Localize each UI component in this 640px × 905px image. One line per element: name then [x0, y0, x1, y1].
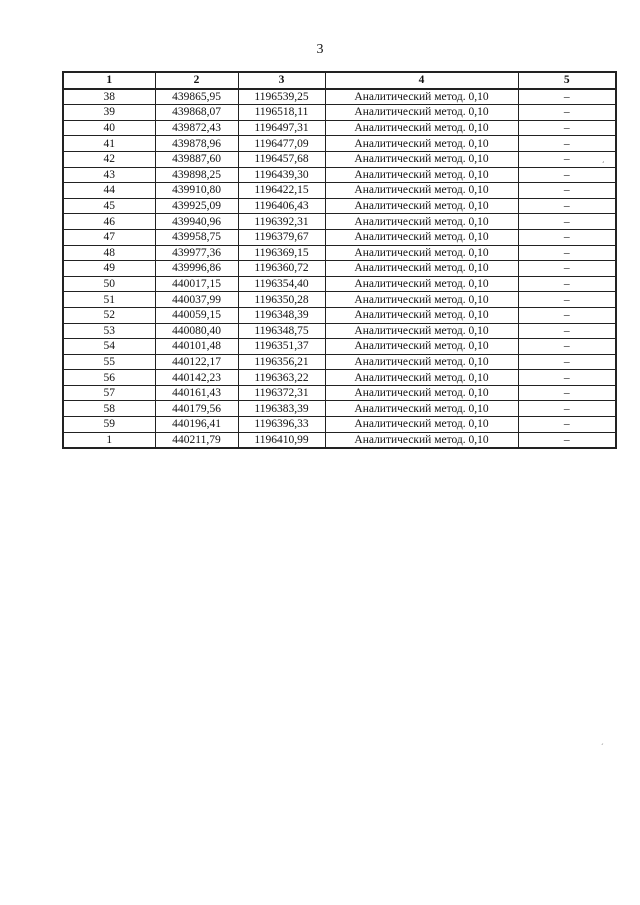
table-row [63, 229, 616, 245]
y-coordinate-cell: 1196360,72 [238, 261, 325, 277]
note-cell: – [518, 167, 616, 183]
note-cell: – [518, 105, 616, 121]
y-coordinate-cell: 1196379,67 [238, 229, 325, 245]
table-row [63, 151, 616, 167]
table-row [63, 292, 616, 308]
point-number-cell: 47 [63, 229, 155, 245]
point-number-cell: 52 [63, 307, 155, 323]
note-cell: – [518, 385, 616, 401]
method-cell: Аналитический метод. 0,10 [325, 120, 518, 136]
x-coordinate-cell: 440122,17 [155, 354, 238, 370]
point-number-cell: 45 [63, 198, 155, 214]
method-cell: Аналитический метод. 0,10 [325, 183, 518, 199]
method-cell: Аналитический метод. 0,10 [325, 417, 518, 433]
y-coordinate-cell: 1196351,37 [238, 339, 325, 355]
table-row [63, 245, 616, 261]
table-row [63, 307, 616, 323]
y-coordinate-cell: 1196372,31 [238, 385, 325, 401]
column-header: 1 [63, 72, 155, 89]
y-coordinate-cell: 1196369,15 [238, 245, 325, 261]
method-cell: Аналитический метод. 0,10 [325, 292, 518, 308]
method-cell: Аналитический метод. 0,10 [325, 167, 518, 183]
x-coordinate-cell: 440017,15 [155, 276, 238, 292]
method-cell: Аналитический метод. 0,10 [325, 385, 518, 401]
x-coordinate-cell: 440196,41 [155, 417, 238, 433]
y-coordinate-cell: 1196392,31 [238, 214, 325, 230]
y-coordinate-cell: 1196348,75 [238, 323, 325, 339]
point-number-cell: 50 [63, 276, 155, 292]
table-row [63, 214, 616, 230]
x-coordinate-cell: 439887,60 [155, 151, 238, 167]
method-cell: Аналитический метод. 0,10 [325, 370, 518, 386]
note-cell: – [518, 183, 616, 199]
method-cell: Аналитический метод. 0,10 [325, 105, 518, 121]
y-coordinate-cell: 1196457,68 [238, 151, 325, 167]
table-row [63, 105, 616, 121]
y-coordinate-cell: 1196422,15 [238, 183, 325, 199]
point-number-cell: 43 [63, 167, 155, 183]
point-number-cell: 38 [63, 89, 155, 105]
y-coordinate-cell: 1196410,99 [238, 432, 325, 448]
note-cell: – [518, 354, 616, 370]
x-coordinate-cell: 439958,75 [155, 229, 238, 245]
table-row [63, 385, 616, 401]
method-cell: Аналитический метод. 0,10 [325, 151, 518, 167]
y-coordinate-cell: 1196396,33 [238, 417, 325, 433]
table-header-row [63, 72, 616, 89]
table-row [63, 120, 616, 136]
point-number-cell: 1 [63, 432, 155, 448]
note-cell: – [518, 307, 616, 323]
method-cell: Аналитический метод. 0,10 [325, 401, 518, 417]
note-cell: – [518, 417, 616, 433]
y-coordinate-cell: 1196383,39 [238, 401, 325, 417]
table-row [63, 339, 616, 355]
point-number-cell: 53 [63, 323, 155, 339]
point-number-cell: 57 [63, 385, 155, 401]
x-coordinate-cell: 440059,15 [155, 307, 238, 323]
y-coordinate-cell: 1196363,22 [238, 370, 325, 386]
note-cell: – [518, 323, 616, 339]
x-coordinate-cell: 439910,80 [155, 183, 238, 199]
y-coordinate-cell: 1196439,30 [238, 167, 325, 183]
x-coordinate-cell: 440101,48 [155, 339, 238, 355]
method-cell: Аналитический метод. 0,10 [325, 89, 518, 105]
note-cell: – [518, 89, 616, 105]
x-coordinate-cell: 439940,96 [155, 214, 238, 230]
table-row [63, 136, 616, 152]
column-header: 2 [155, 72, 238, 89]
point-number-cell: 59 [63, 417, 155, 433]
x-coordinate-cell: 440142,23 [155, 370, 238, 386]
point-number-cell: 39 [63, 105, 155, 121]
note-cell: – [518, 432, 616, 448]
note-cell: – [518, 292, 616, 308]
table-row [63, 183, 616, 199]
x-coordinate-cell: 440211,79 [155, 432, 238, 448]
note-cell: – [518, 261, 616, 277]
y-coordinate-cell: 1196356,21 [238, 354, 325, 370]
x-coordinate-cell: 439925,09 [155, 198, 238, 214]
table-row [63, 167, 616, 183]
note-cell: – [518, 151, 616, 167]
method-cell: Аналитический метод. 0,10 [325, 261, 518, 277]
method-cell: Аналитический метод. 0,10 [325, 339, 518, 355]
y-coordinate-cell: 1196518,11 [238, 105, 325, 121]
point-number-cell: 44 [63, 183, 155, 199]
note-cell: – [518, 339, 616, 355]
note-cell: – [518, 120, 616, 136]
note-cell: – [518, 229, 616, 245]
x-coordinate-cell: 439872,43 [155, 120, 238, 136]
point-number-cell: 46 [63, 214, 155, 230]
y-coordinate-cell: 1196348,39 [238, 307, 325, 323]
point-number-cell: 41 [63, 136, 155, 152]
note-cell: – [518, 214, 616, 230]
method-cell: Аналитический метод. 0,10 [325, 198, 518, 214]
table-body [63, 89, 616, 449]
table-row [63, 417, 616, 433]
method-cell: Аналитический метод. 0,10 [325, 276, 518, 292]
method-cell: Аналитический метод. 0,10 [325, 432, 518, 448]
table-row [63, 432, 616, 448]
note-cell: – [518, 198, 616, 214]
point-number-cell: 40 [63, 120, 155, 136]
table-row [63, 89, 616, 105]
x-coordinate-cell: 440037,99 [155, 292, 238, 308]
scan-mark: ʻ [602, 160, 605, 169]
point-number-cell: 56 [63, 370, 155, 386]
page-number: 3 [316, 42, 324, 57]
table-row [63, 354, 616, 370]
coordinates-table [62, 71, 617, 449]
y-coordinate-cell: 1196497,31 [238, 120, 325, 136]
method-cell: Аналитический метод. 0,10 [325, 214, 518, 230]
table-row [63, 370, 616, 386]
x-coordinate-cell: 439898,25 [155, 167, 238, 183]
point-number-cell: 49 [63, 261, 155, 277]
note-cell: – [518, 276, 616, 292]
note-cell: – [518, 401, 616, 417]
method-cell: Аналитический метод. 0,10 [325, 245, 518, 261]
x-coordinate-cell: 439865,95 [155, 89, 238, 105]
x-coordinate-cell: 439868,07 [155, 105, 238, 121]
point-number-cell: 51 [63, 292, 155, 308]
x-coordinate-cell: 439878,96 [155, 136, 238, 152]
table-row [63, 276, 616, 292]
x-coordinate-cell: 440080,40 [155, 323, 238, 339]
y-coordinate-cell: 1196539,25 [238, 89, 325, 105]
note-cell: – [518, 370, 616, 386]
point-number-cell: 48 [63, 245, 155, 261]
x-coordinate-cell: 440161,43 [155, 385, 238, 401]
point-number-cell: 55 [63, 354, 155, 370]
column-header: 5 [518, 72, 616, 89]
column-header: 4 [325, 72, 518, 89]
method-cell: Аналитический метод. 0,10 [325, 354, 518, 370]
x-coordinate-cell: 439996,86 [155, 261, 238, 277]
column-header: 3 [238, 72, 325, 89]
y-coordinate-cell: 1196477,09 [238, 136, 325, 152]
x-coordinate-cell: 440179,56 [155, 401, 238, 417]
point-number-cell: 54 [63, 339, 155, 355]
note-cell: – [518, 136, 616, 152]
method-cell: Аналитический метод. 0,10 [325, 229, 518, 245]
table-row [63, 323, 616, 339]
scan-mark: ˏ [600, 736, 604, 745]
method-cell: Аналитический метод. 0,10 [325, 323, 518, 339]
y-coordinate-cell: 1196406,43 [238, 198, 325, 214]
method-cell: Аналитический метод. 0,10 [325, 307, 518, 323]
note-cell: – [518, 245, 616, 261]
point-number-cell: 58 [63, 401, 155, 417]
table-row [63, 401, 616, 417]
x-coordinate-cell: 439977,36 [155, 245, 238, 261]
table-row [63, 261, 616, 277]
point-number-cell: 42 [63, 151, 155, 167]
table-row [63, 198, 616, 214]
y-coordinate-cell: 1196354,40 [238, 276, 325, 292]
method-cell: Аналитический метод. 0,10 [325, 136, 518, 152]
y-coordinate-cell: 1196350,28 [238, 292, 325, 308]
